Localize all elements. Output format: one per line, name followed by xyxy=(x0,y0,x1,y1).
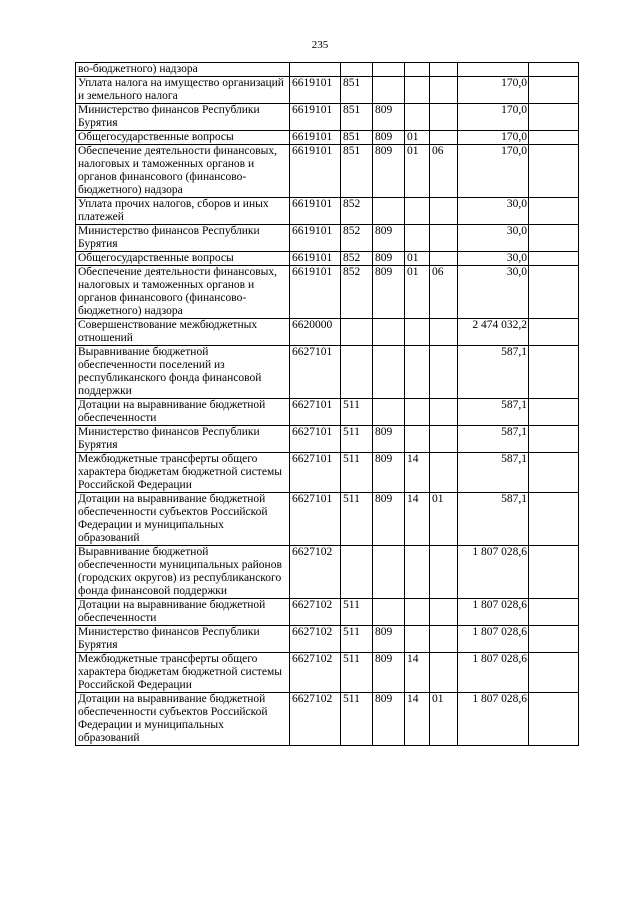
expense-type-cell: 851 xyxy=(341,104,373,131)
amount-cell: 1 807 028,6 xyxy=(458,626,529,653)
ministry-code-cell xyxy=(373,319,405,346)
target-code-cell: 6620000 xyxy=(290,319,341,346)
subsection-code-cell xyxy=(430,653,458,693)
expense-type-cell: 851 xyxy=(341,145,373,198)
table-row xyxy=(76,252,579,266)
expense-type-cell: 511 xyxy=(341,599,373,626)
subsection-code-cell xyxy=(430,626,458,653)
subsection-code-cell xyxy=(430,131,458,145)
target-code-cell: 6619101 xyxy=(290,131,341,145)
empty-cell xyxy=(529,63,579,77)
ministry-code-cell xyxy=(373,77,405,104)
subsection-code-cell xyxy=(430,399,458,426)
subsection-code-cell xyxy=(430,546,458,599)
table-row xyxy=(76,104,579,131)
item-name-cell: Межбюджетные трансферты общего характера бюджетам бюджетной системы Российской Федерации xyxy=(76,653,290,693)
ministry-code-cell: 809 xyxy=(373,225,405,252)
table-row xyxy=(76,693,579,746)
item-name-cell: Обеспечение деятельности финансовых, налоговых и таможенных органов и органов финансового (финансово-бюджетного) надзора xyxy=(76,145,290,198)
subsection-code-cell xyxy=(430,63,458,77)
expense-type-cell xyxy=(341,346,373,399)
ministry-code-cell: 809 xyxy=(373,131,405,145)
section-code-cell xyxy=(405,346,430,399)
amount-cell: 170,0 xyxy=(458,77,529,104)
table-row xyxy=(76,77,579,104)
target-code-cell: 6627101 xyxy=(290,399,341,426)
empty-cell xyxy=(529,145,579,198)
amount-cell: 30,0 xyxy=(458,198,529,225)
ministry-code-cell xyxy=(373,399,405,426)
expense-type-cell: 852 xyxy=(341,225,373,252)
ministry-code-cell: 809 xyxy=(373,104,405,131)
table-row xyxy=(76,225,579,252)
target-code-cell: 6627102 xyxy=(290,599,341,626)
section-code-cell xyxy=(405,626,430,653)
budget-table-body xyxy=(76,63,579,746)
target-code-cell: 6619101 xyxy=(290,104,341,131)
empty-cell xyxy=(529,426,579,453)
amount-cell: 30,0 xyxy=(458,225,529,252)
empty-cell xyxy=(529,599,579,626)
table-row xyxy=(76,266,579,319)
amount-cell: 587,1 xyxy=(458,493,529,546)
amount-cell: 1 807 028,6 xyxy=(458,693,529,746)
amount-cell: 2 474 032,2 xyxy=(458,319,529,346)
expense-type-cell: 511 xyxy=(341,653,373,693)
section-code-cell: 14 xyxy=(405,453,430,493)
section-code-cell: 01 xyxy=(405,131,430,145)
section-code-cell xyxy=(405,63,430,77)
table-row xyxy=(76,493,579,546)
table-row xyxy=(76,346,579,399)
target-code-cell xyxy=(290,63,341,77)
item-name-cell: во-бюджетного) надзора xyxy=(76,63,290,77)
empty-cell xyxy=(529,104,579,131)
subsection-code-cell xyxy=(430,453,458,493)
page-number: 235 xyxy=(311,39,329,51)
amount-cell: 587,1 xyxy=(458,453,529,493)
item-name-cell: Совершенствование межбюджетных отношений xyxy=(76,319,290,346)
item-name-cell: Дотации на выравнивание бюджетной обеспеченности xyxy=(76,399,290,426)
table-row xyxy=(76,626,579,653)
subsection-code-cell xyxy=(430,319,458,346)
target-code-cell: 6619101 xyxy=(290,198,341,225)
expense-type-cell: 852 xyxy=(341,198,373,225)
subsection-code-cell xyxy=(430,252,458,266)
section-code-cell xyxy=(405,319,430,346)
ministry-code-cell xyxy=(373,63,405,77)
amount-cell: 30,0 xyxy=(458,266,529,319)
ministry-code-cell: 809 xyxy=(373,626,405,653)
empty-cell xyxy=(529,626,579,653)
ministry-code-cell: 809 xyxy=(373,653,405,693)
expense-type-cell xyxy=(341,546,373,599)
section-code-cell: 01 xyxy=(405,145,430,198)
target-code-cell: 6627101 xyxy=(290,426,341,453)
ministry-code-cell: 809 xyxy=(373,252,405,266)
item-name-cell: Общегосударственные вопросы xyxy=(76,131,290,145)
item-name-cell: Дотации на выравнивание бюджетной обеспеченности субъектов Российской Федерации и муниципальных образований xyxy=(76,693,290,746)
ministry-code-cell: 809 xyxy=(373,693,405,746)
ministry-code-cell: 809 xyxy=(373,145,405,198)
empty-cell xyxy=(529,252,579,266)
target-code-cell: 6619101 xyxy=(290,77,341,104)
section-code-cell: 14 xyxy=(405,493,430,546)
ministry-code-cell xyxy=(373,346,405,399)
expense-type-cell: 511 xyxy=(341,693,373,746)
subsection-code-cell xyxy=(430,225,458,252)
target-code-cell: 6627102 xyxy=(290,546,341,599)
subsection-code-cell xyxy=(430,599,458,626)
ministry-code-cell: 809 xyxy=(373,266,405,319)
section-code-cell xyxy=(405,77,430,104)
subsection-code-cell: 06 xyxy=(430,266,458,319)
section-code-cell xyxy=(405,426,430,453)
empty-cell xyxy=(529,493,579,546)
item-name-cell: Министерство финансов Республики Бурятия xyxy=(76,626,290,653)
table-row xyxy=(76,145,579,198)
empty-cell xyxy=(529,346,579,399)
section-code-cell: 01 xyxy=(405,252,430,266)
subsection-code-cell xyxy=(430,426,458,453)
expense-type-cell: 851 xyxy=(341,77,373,104)
amount-cell xyxy=(458,63,529,77)
amount-cell: 170,0 xyxy=(458,131,529,145)
section-code-cell xyxy=(405,599,430,626)
item-name-cell: Выравнивание бюджетной обеспеченности поселений из республиканского фонда финансовой поддержки xyxy=(76,346,290,399)
expense-type-cell: 511 xyxy=(341,453,373,493)
table-row xyxy=(76,426,579,453)
item-name-cell: Обеспечение деятельности финансовых, налоговых и таможенных органов и органов финансового (финансово-бюджетного) надзора xyxy=(76,266,290,319)
amount-cell: 1 807 028,6 xyxy=(458,653,529,693)
section-code-cell: 14 xyxy=(405,693,430,746)
empty-cell xyxy=(529,198,579,225)
subsection-code-cell xyxy=(430,77,458,104)
subsection-code-cell xyxy=(430,104,458,131)
item-name-cell: Дотации на выравнивание бюджетной обеспеченности xyxy=(76,599,290,626)
ministry-code-cell: 809 xyxy=(373,426,405,453)
table-row xyxy=(76,399,579,426)
item-name-cell: Уплата налога на имущество организаций и земельного налога xyxy=(76,77,290,104)
empty-cell xyxy=(529,131,579,145)
subsection-code-cell xyxy=(430,198,458,225)
table-row xyxy=(76,131,579,145)
amount-cell: 1 807 028,6 xyxy=(458,546,529,599)
empty-cell xyxy=(529,399,579,426)
item-name-cell: Министерство финансов Республики Бурятия xyxy=(76,426,290,453)
section-code-cell xyxy=(405,225,430,252)
target-code-cell: 6619101 xyxy=(290,252,341,266)
section-code-cell xyxy=(405,399,430,426)
empty-cell xyxy=(529,693,579,746)
item-name-cell: Уплата прочих налогов, сборов и иных платежей xyxy=(76,198,290,225)
amount-cell: 587,1 xyxy=(458,346,529,399)
expense-type-cell: 511 xyxy=(341,493,373,546)
amount-cell: 170,0 xyxy=(458,104,529,131)
expense-type-cell: 852 xyxy=(341,252,373,266)
item-name-cell: Дотации на выравнивание бюджетной обеспеченности субъектов Российской Федерации и муниципальных образований xyxy=(76,493,290,546)
amount-cell: 587,1 xyxy=(458,426,529,453)
expense-type-cell: 511 xyxy=(341,626,373,653)
section-code-cell: 01 xyxy=(405,266,430,319)
subsection-code-cell: 06 xyxy=(430,145,458,198)
subsection-code-cell: 01 xyxy=(430,493,458,546)
empty-cell xyxy=(529,546,579,599)
table-row xyxy=(76,546,579,599)
section-code-cell xyxy=(405,104,430,131)
target-code-cell: 6627101 xyxy=(290,453,341,493)
amount-cell: 587,1 xyxy=(458,399,529,426)
item-name-cell: Общегосударственные вопросы xyxy=(76,252,290,266)
target-code-cell: 6627101 xyxy=(290,493,341,546)
expense-type-cell: 851 xyxy=(341,131,373,145)
empty-cell xyxy=(529,453,579,493)
subsection-code-cell xyxy=(430,346,458,399)
item-name-cell: Выравнивание бюджетной обеспеченности муниципальных районов (городских округов) из республиканского фонда финансовой поддержки xyxy=(76,546,290,599)
table-row xyxy=(76,63,579,77)
table-row xyxy=(76,453,579,493)
ministry-code-cell xyxy=(373,599,405,626)
empty-cell xyxy=(529,319,579,346)
ministry-code-cell xyxy=(373,546,405,599)
section-code-cell xyxy=(405,198,430,225)
expense-type-cell: 511 xyxy=(341,399,373,426)
item-name-cell: Межбюджетные трансферты общего характера бюджетам бюджетной системы Российской Федерации xyxy=(76,453,290,493)
ministry-code-cell: 809 xyxy=(373,453,405,493)
item-name-cell: Министерство финансов Республики Бурятия xyxy=(76,225,290,252)
target-code-cell: 6627102 xyxy=(290,626,341,653)
amount-cell: 170,0 xyxy=(458,145,529,198)
target-code-cell: 6619101 xyxy=(290,225,341,252)
table-row xyxy=(76,653,579,693)
budget-table xyxy=(75,62,579,746)
expense-type-cell xyxy=(341,63,373,77)
table-row xyxy=(76,599,579,626)
target-code-cell: 6619101 xyxy=(290,145,341,198)
empty-cell xyxy=(529,653,579,693)
amount-cell: 1 807 028,6 xyxy=(458,599,529,626)
empty-cell xyxy=(529,266,579,319)
ministry-code-cell xyxy=(373,198,405,225)
expense-type-cell: 852 xyxy=(341,266,373,319)
empty-cell xyxy=(529,77,579,104)
section-code-cell xyxy=(405,546,430,599)
subsection-code-cell: 01 xyxy=(430,693,458,746)
table-row xyxy=(76,319,579,346)
section-code-cell: 14 xyxy=(405,653,430,693)
empty-cell xyxy=(529,225,579,252)
target-code-cell: 6619101 xyxy=(290,266,341,319)
table-row xyxy=(76,198,579,225)
target-code-cell: 6627102 xyxy=(290,653,341,693)
target-code-cell: 6627101 xyxy=(290,346,341,399)
item-name-cell: Министерство финансов Республики Бурятия xyxy=(76,104,290,131)
expense-type-cell: 511 xyxy=(341,426,373,453)
amount-cell: 30,0 xyxy=(458,252,529,266)
expense-type-cell xyxy=(341,319,373,346)
ministry-code-cell: 809 xyxy=(373,493,405,546)
target-code-cell: 6627102 xyxy=(290,693,341,746)
